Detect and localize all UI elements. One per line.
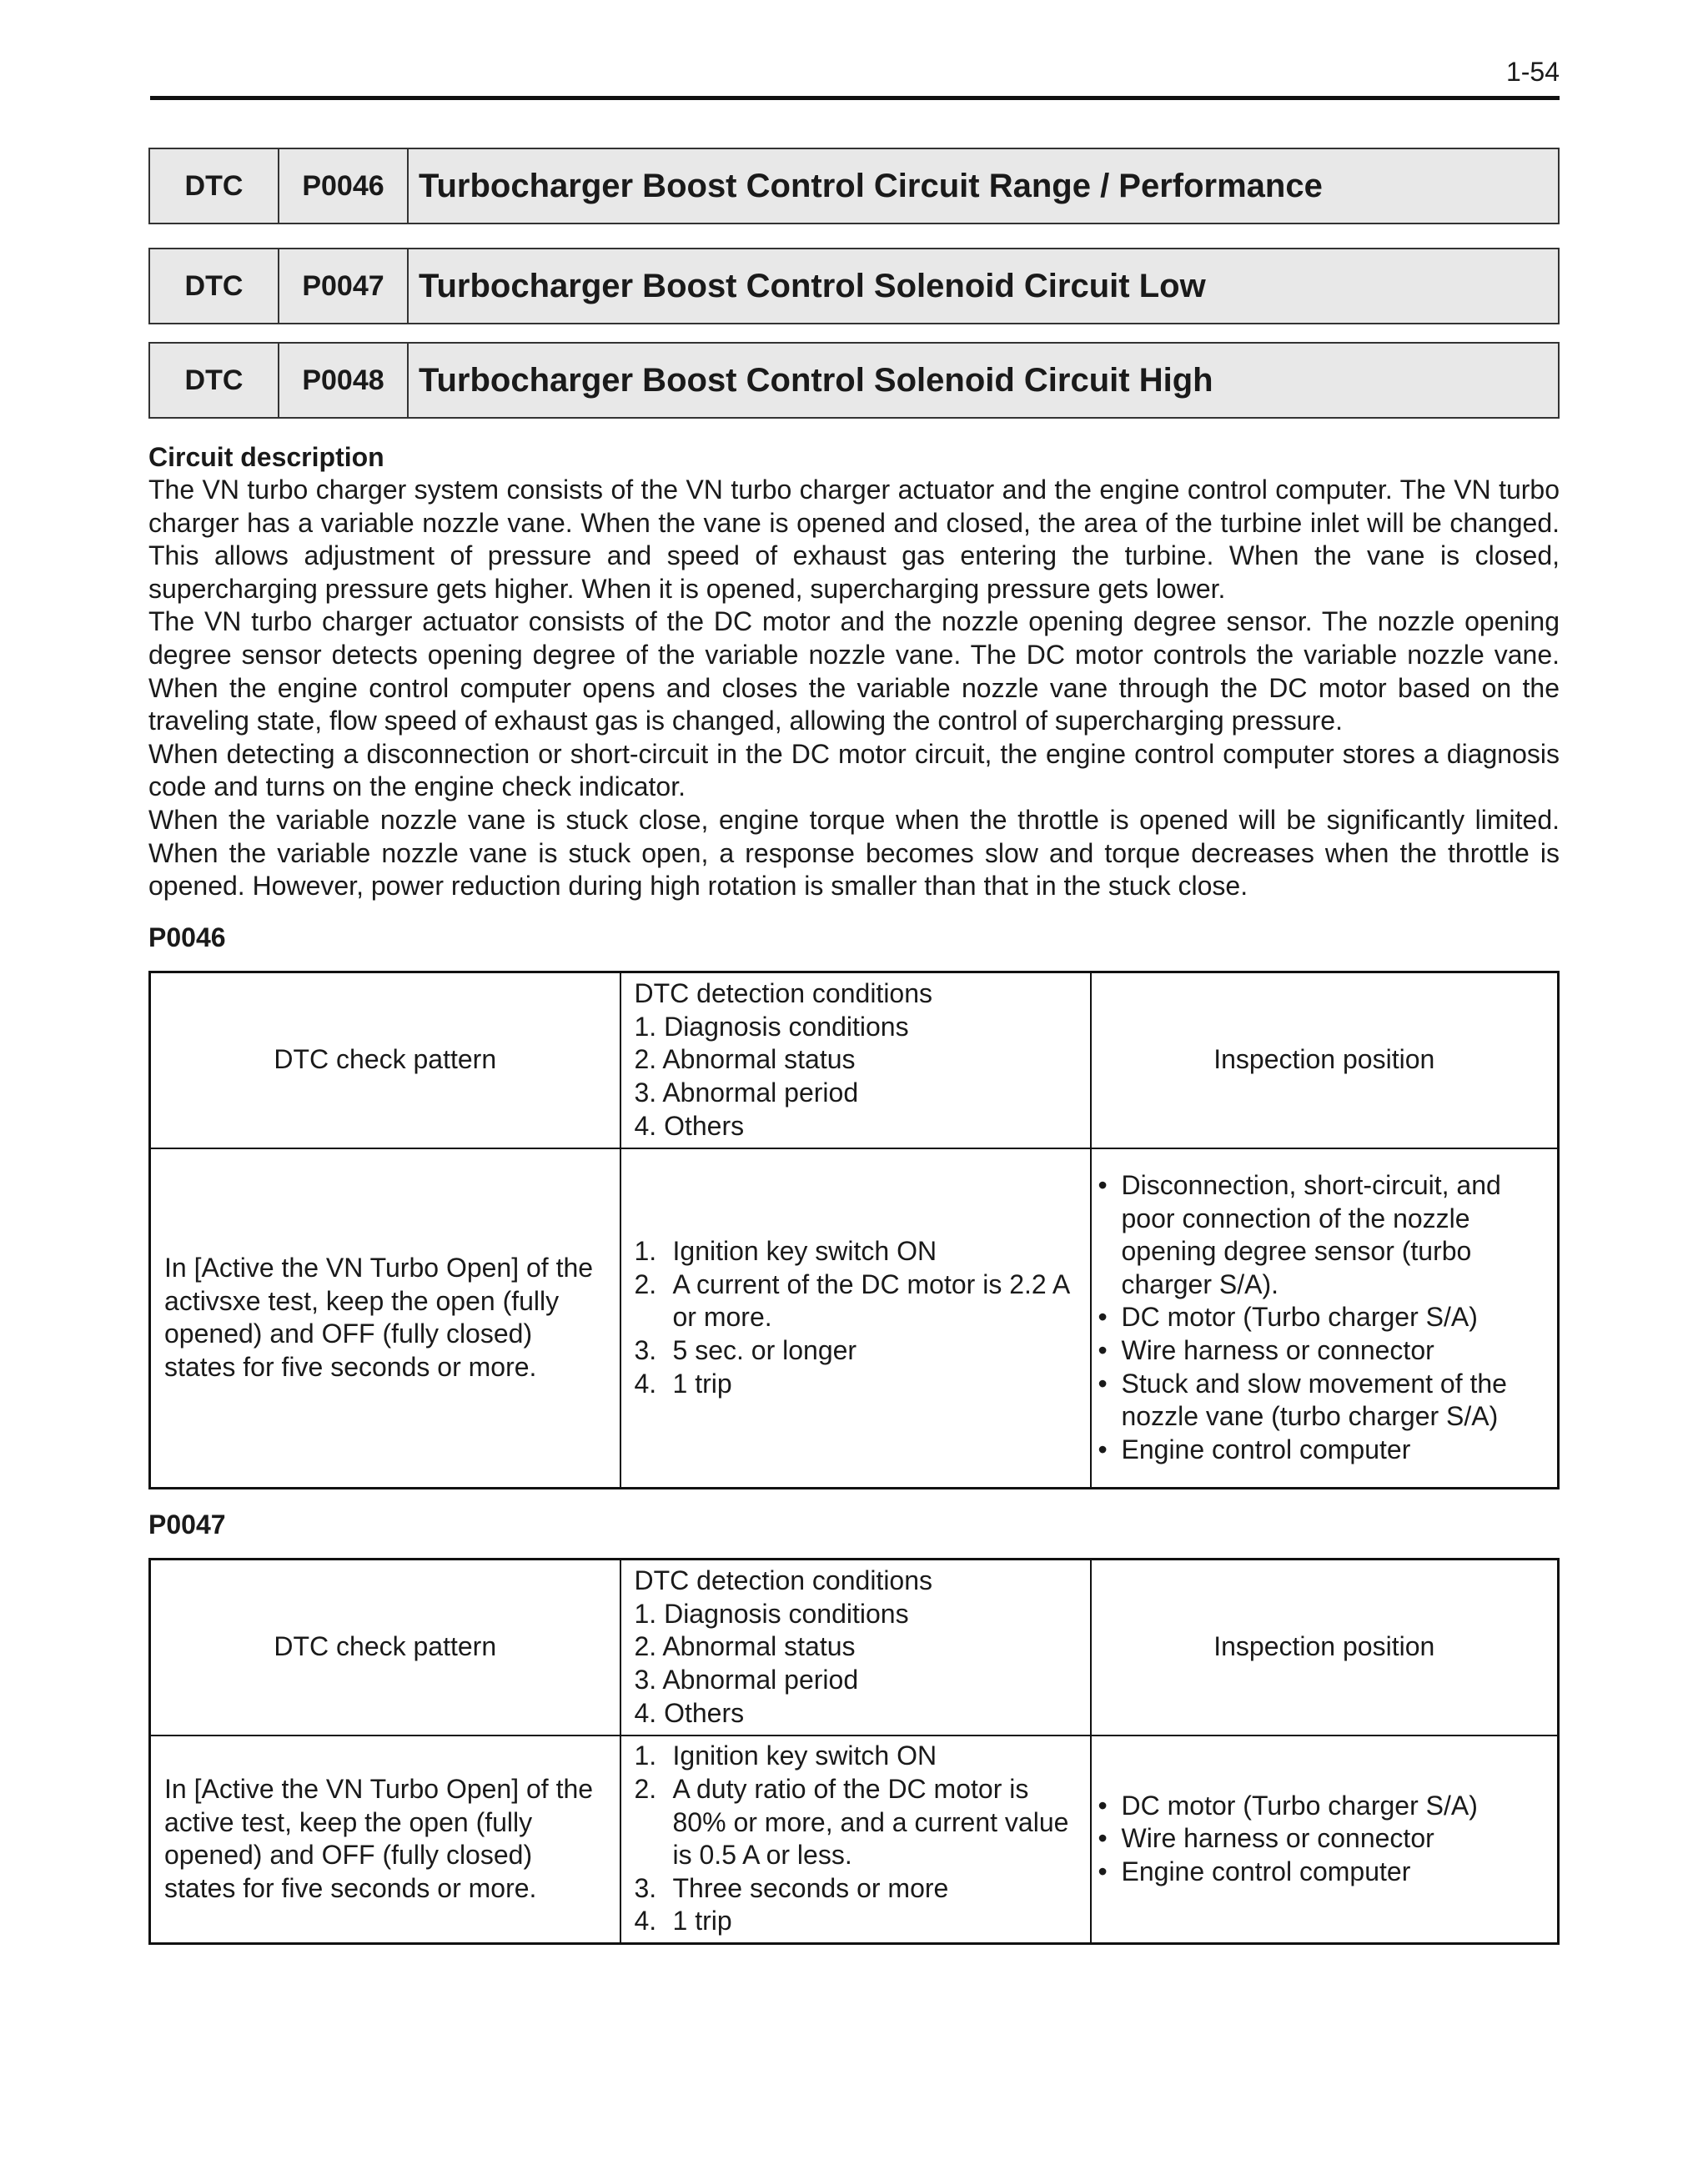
dtc-code: P0048 (279, 344, 409, 417)
table-heading-p0047: P0047 (148, 1509, 226, 1540)
table-row (150, 1736, 1559, 1944)
dtc-header-p0047 (148, 248, 1560, 324)
condition-item: 3. Three seconds or more (634, 1872, 949, 1903)
inspection-cell (1091, 1736, 1559, 1944)
description-paragraph: The VN turbo charger system consists of the VN turbo charger actuator and the engine control computer. The VN turbo charger has a variable nozzle vane. When the vane is opened and closed, the area of the turbine inlet will be changed. This allows adjustment of pressure and speed of exhaust gas entering the turbine. When the vane is closed, supercharging pressure gets higher. When it is opened, supercharging pressure gets lower. (148, 475, 1560, 604)
conditions-header-line: 2. Abnormal status (634, 1044, 856, 1075)
inspection-item: • Wire harness or connector (1098, 1823, 1434, 1854)
inspection-item: • Disconnection, short-circuit, and poor connection of the nozzle opening degree sensor (turbo charger S/A). (1098, 1170, 1501, 1299)
conditions-cell (620, 1736, 1091, 1944)
conditions-header-line: 4. Others (634, 1697, 745, 1728)
conditions-header-line: 2. Abnormal status (634, 1631, 856, 1662)
dtc-table-p0046 (148, 971, 1560, 1489)
condition-item: 1. Ignition key switch ON (634, 1236, 937, 1267)
dtc-header-p0046 (148, 148, 1560, 224)
check-pattern-cell: In [Active the VN Turbo Open] of the active test, keep the open (fully opened) and OFF (fully closed) states for five seconds or more. (150, 1736, 620, 1944)
inspection-header: Inspection position (1091, 972, 1559, 1148)
circuit-description-body (148, 474, 1560, 903)
inspection-item: • Wire harness or connector (1098, 1335, 1434, 1366)
dtc-code: P0047 (279, 249, 409, 323)
conditions-cell (620, 1148, 1091, 1489)
dtc-title: Turbocharger Boost Control Solenoid Circuit High (419, 361, 1213, 399)
condition-item: 1. Ignition key switch ON (634, 1741, 937, 1771)
top-rule (150, 96, 1560, 100)
description-paragraph: When the variable nozzle vane is stuck close, engine torque when the throttle is opened will be significantly limited. When the variable nozzle vane is stuck open, a response becomes slow and torque decreases when the throttle is opened. However, power reduction during high rotation is smaller than that in the stuck close. (148, 804, 1560, 902)
condition-item: 4. 1 trip (634, 1906, 732, 1936)
table-row (150, 1148, 1559, 1489)
conditions-header-line: DTC detection conditions (634, 978, 933, 1009)
dtc-header-p0048 (148, 342, 1560, 419)
table-heading-p0046: P0046 (148, 922, 226, 952)
table-header-row (150, 972, 1559, 1148)
dtc-title: Turbocharger Boost Control Solenoid Circuit Low (419, 267, 1206, 304)
conditions-header-line: 4. Others (634, 1110, 745, 1141)
check-pattern-header: DTC check pattern (150, 1560, 620, 1736)
inspection-item: • DC motor (Turbo charger S/A) (1098, 1790, 1478, 1821)
description-paragraph: The VN turbo charger actuator consists of the DC motor and the nozzle opening degree sensor. The nozzle opening degree sensor detects opening degree of the variable nozzle vane. The DC motor controls the variable nozzle vane. When the engine control computer opens and closes the variable nozzle vane through the DC motor based on the traveling state, flow speed of exhaust gas is changed, allowing the control of supercharging pressure. (148, 606, 1560, 736)
inspection-item: • Engine control computer (1098, 1856, 1411, 1887)
dtc-label: DTC (150, 249, 279, 323)
conditions-header-line: 1. Diagnosis conditions (634, 1598, 909, 1629)
conditions-header-line: 3. Abnormal period (634, 1077, 859, 1108)
conditions-header-line: 1. Diagnosis conditions (634, 1011, 909, 1042)
conditions-header-line: DTC detection conditions (634, 1565, 933, 1596)
inspection-item: • DC motor (Turbo charger S/A) (1098, 1302, 1478, 1333)
condition-item: 3. 5 sec. or longer (634, 1335, 857, 1366)
dtc-title: Turbocharger Boost Control Circuit Range / Performance (419, 167, 1323, 204)
condition-item: 4. 1 trip (634, 1368, 732, 1399)
dtc-label: DTC (150, 344, 279, 417)
condition-item: 2. A current of the DC motor is 2.2 A or more. (634, 1268, 1069, 1333)
condition-item: 2. A duty ratio of the DC motor is 80% or more, and a current value is 0.5 A or less. (634, 1774, 1069, 1871)
check-pattern-cell: In [Active the VN Turbo Open] of the activsxe test, keep the open (fully opened) and OFF (fully closed) states for five seconds or more. (150, 1148, 620, 1489)
inspection-item: • Stuck and slow movement of the nozzle vane (turbo charger S/A) (1098, 1368, 1507, 1432)
table-header-row (150, 1560, 1559, 1736)
conditions-header (620, 1560, 1091, 1736)
inspection-header: Inspection position (1091, 1560, 1559, 1736)
check-pattern-header: DTC check pattern (150, 972, 620, 1148)
dtc-code: P0046 (279, 149, 409, 223)
circuit-description-heading: Circuit description (148, 442, 384, 472)
dtc-table-p0047 (148, 1558, 1560, 1945)
description-paragraph: When detecting a disconnection or short-circuit in the DC motor circuit, the engine control computer stores a diagnosis code and turns on the engine check indicator. (148, 738, 1560, 802)
dtc-label: DTC (150, 149, 279, 223)
conditions-header-line: 3. Abnormal period (634, 1665, 859, 1695)
inspection-item: • Engine control computer (1098, 1434, 1411, 1464)
page-number: 1-54 (1505, 57, 1560, 87)
conditions-header (620, 972, 1091, 1148)
inspection-cell (1091, 1148, 1559, 1489)
